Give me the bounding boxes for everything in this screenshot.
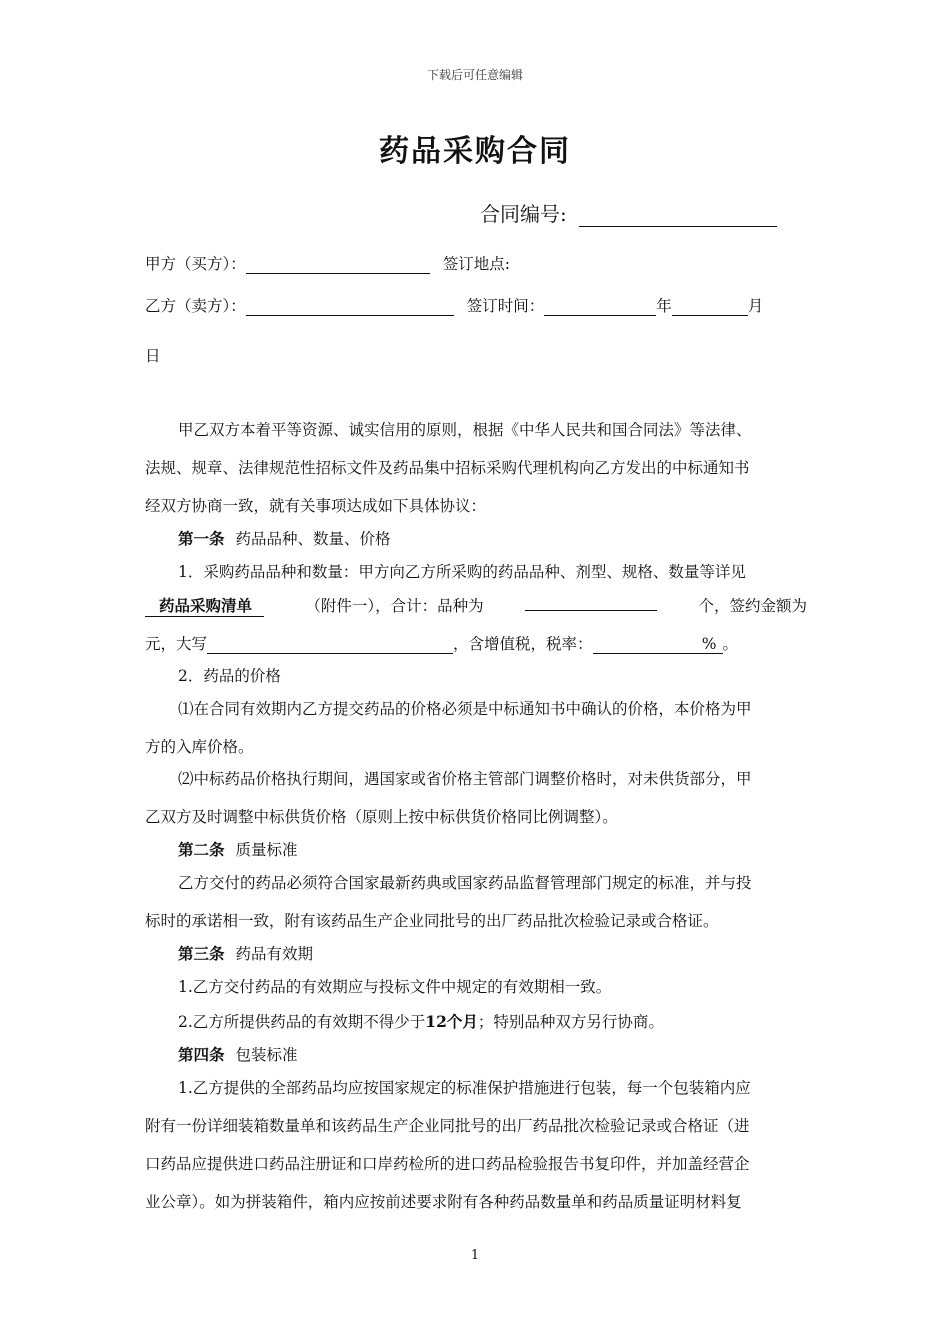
party-b-label: 乙方（卖方）： (145, 297, 246, 315)
period: 。 (722, 635, 739, 653)
article-1-p2-1-line1: ⑴在合同有效期内乙方提交药品的价格必须是中标通知书中确认的价格，本价格为甲 (178, 700, 752, 718)
article-1-number: 第一条 (178, 529, 225, 548)
article-4-heading (178, 1043, 297, 1065)
article-3-line1: 1.乙方交付药品的有效期应与投标文件中规定的有效期相一致。 (178, 978, 612, 996)
day-label: 日 (145, 347, 161, 365)
article-2-title: 质量标准 (235, 841, 298, 859)
article-1-p2: 2．药品的价格 (178, 667, 281, 685)
article-4-line2: 附有一份详细装箱数量单和该药品生产企业同批号的出厂药品批次检验记录或合格证（进 (145, 1117, 750, 1135)
month-blank (672, 299, 748, 316)
tax-rate-blank: % (593, 635, 723, 654)
article-1-p2-2-line1: ⑵中标药品价格执行期间，遇国家或省价格主管部门调整价格时，对未供货部分，甲 (178, 770, 752, 788)
article-4-line4: 业公章）。如为拼装箱件，箱内应按前述要求附有各种药品数量单和药品质量证明材料复 (145, 1193, 742, 1211)
intro-line-2: 法规、规章、法律规范性招标文件及药品集中招标采购代理机构向乙方发出的中标通知书 (145, 459, 750, 477)
article-2-number: 第二条 (178, 840, 225, 859)
shelf-life-text: 2.乙方所提供药品的有效期不得少于 (178, 1013, 426, 1031)
contract-amount-text: 个，签约金额为 (698, 597, 807, 615)
article-4-line3: 口药品应提供进口药品注册证和口岸药检所的进口药品检验报告书复印件，并加盖经营企 (145, 1155, 750, 1173)
tax-text: ，含增值税，税率： (453, 635, 593, 653)
contract-number-blank (579, 205, 777, 227)
annex-text: （附件一），合计：品种为 (305, 597, 484, 615)
year-label: 年 (656, 297, 672, 315)
party-a-blank (246, 257, 430, 274)
article-3-title: 药品有效期 (235, 945, 313, 963)
article-4-number: 第四条 (178, 1045, 225, 1064)
article-4-title: 包装标准 (235, 1046, 298, 1064)
article-1-p1-line1: 1．采购药品品种和数量：甲方向乙方所采购的药品品种、剂型、规格、数量等详见 (178, 563, 746, 581)
article-3-line2 (178, 1010, 664, 1032)
month-label: 月 (747, 297, 764, 315)
variety-count-blank (525, 594, 657, 611)
article-3-number: 第三条 (178, 944, 225, 963)
intro-line-1: 甲乙双方本着平等资源、诚实信用的原则，根据《中华人民共和国合同法》等法律、 (178, 421, 752, 439)
amount-caps-label: 元，大写 (145, 635, 208, 653)
party-b-blank (246, 299, 454, 316)
article-1-p2-1-line2: 方的入库价格。 (145, 738, 254, 756)
article-4-line1: 1.乙方提供的全部药品均应按国家规定的标准保护措施进行包装，每一个包装箱内应 (178, 1079, 751, 1097)
article-1-heading (178, 527, 390, 549)
article-2-line1: 乙方交付的药品必须符合国家最新药典或国家药品监督管理部门规定的标准，并与投 (178, 874, 752, 892)
sign-time-label: 签订时间： (466, 297, 545, 315)
party-a-row (145, 252, 510, 274)
article-1-title: 药品品种、数量、价格 (235, 530, 391, 548)
page-title: 药品采购合同 (379, 134, 571, 169)
party-b-row (145, 294, 763, 316)
party-a-label: 甲方（买方）： (145, 255, 246, 273)
article-2-line2: 标时的承诺相一致，附有该药品生产企业同批号的出厂药品批次检验记录或合格证。 (145, 912, 719, 930)
article-1-p2-2-line2: 乙双方及时调整中标供货价格（原则上按中标供货价格同比例调整）。 (145, 808, 618, 826)
sign-place-label: 签订地点: (442, 255, 510, 273)
article-1-p1-line3 (145, 632, 738, 654)
article-1-p1-line2 (145, 594, 807, 617)
page-number: 1 (470, 1248, 480, 1263)
amount-caps-blank (207, 637, 453, 654)
article-3-heading (178, 942, 313, 964)
contract-number-label: 合同编号: (480, 202, 567, 226)
article-2-heading (178, 838, 297, 860)
year-blank (544, 299, 656, 316)
intro-line-3: 经双方协商一致，就有关事项达成如下具体协议： (145, 497, 487, 515)
shelf-life-months: 12个月 (425, 1012, 478, 1031)
procurement-list-link: 药品采购清单 (145, 594, 264, 617)
contract-number-field (480, 198, 777, 227)
header-note: 下载后可任意编辑 (426, 68, 523, 82)
shelf-life-note: ；特别品种双方另行协商。 (477, 1013, 664, 1031)
